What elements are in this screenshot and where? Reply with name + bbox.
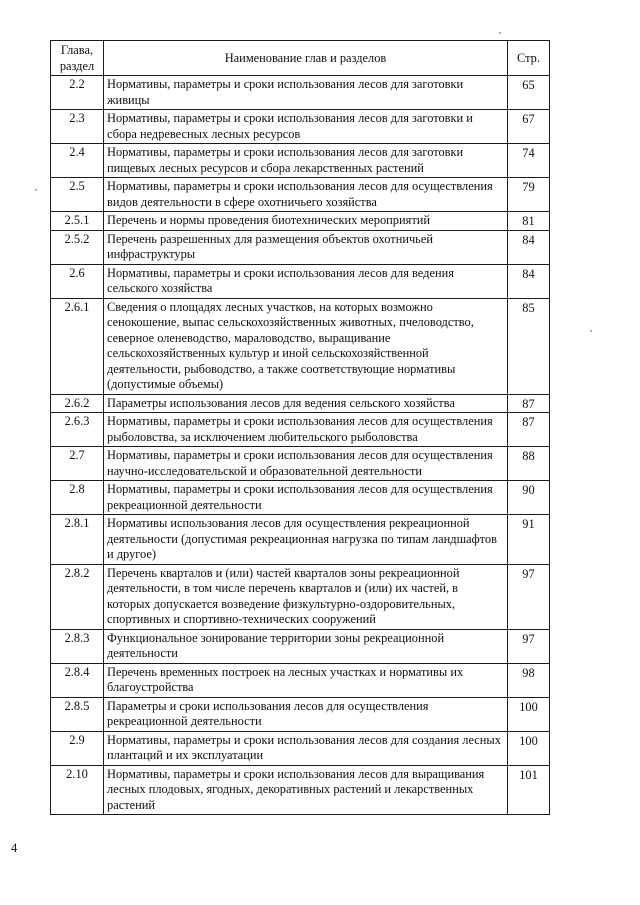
section-title: Нормативы, параметры и сроки использования лесов для заготовки и сбора недревесных лесных ресурсов [104, 110, 508, 144]
table-row [51, 144, 550, 178]
table-row [51, 629, 550, 663]
section-title: Параметры использования лесов для ведения сельского хозяйства [104, 394, 508, 413]
contents-table-body [51, 76, 550, 815]
table-row [51, 447, 550, 481]
section-title: Перечень кварталов и (или) частей кварталов зоны рекреационной деятельности, в том числе перечень кварталов и (или) их частей, в которых допускается возведение физкультурно-оздоровительных, спортивных и спортивно-технических сооружений [104, 564, 508, 629]
section-page: 97 [508, 564, 550, 629]
section-title: Нормативы, параметры и сроки использования лесов для заготовки пищевых лесных ресурсов и сбора лекарственных растений [104, 144, 508, 178]
section-number: 2.6.2 [51, 394, 104, 413]
section-number: 2.3 [51, 110, 104, 144]
section-page: 101 [508, 765, 550, 815]
section-number: 2.4 [51, 144, 104, 178]
table-row [51, 564, 550, 629]
section-number: 2.2 [51, 76, 104, 110]
section-number: 2.5 [51, 178, 104, 212]
section-number: 2.8.2 [51, 564, 104, 629]
section-page: 88 [508, 447, 550, 481]
scan-speck [499, 32, 501, 34]
section-number: 2.8.3 [51, 629, 104, 663]
section-number: 2.6.3 [51, 413, 104, 447]
table-row [51, 212, 550, 231]
table-row [51, 76, 550, 110]
section-page: 91 [508, 515, 550, 565]
section-title: Перечень временных построек на лесных участках и нормативы их благоустройства [104, 663, 508, 697]
section-title: Нормативы, параметры и сроки использования лесов для заготовки живицы [104, 76, 508, 110]
scan-speck [590, 330, 592, 332]
table-row [51, 413, 550, 447]
section-number: 2.5.1 [51, 212, 104, 231]
section-page: 85 [508, 298, 550, 394]
scan-speck [35, 189, 37, 191]
table-row [51, 481, 550, 515]
section-title: Нормативы, параметры и сроки использования лесов для выращивания лесных плодовых, ягодных, декоративных растений и лекарственных растений [104, 765, 508, 815]
section-number: 2.9 [51, 731, 104, 765]
section-title: Нормативы, параметры и сроки использования лесов для ведения сельского хозяйства [104, 264, 508, 298]
table-row [51, 230, 550, 264]
section-number: 2.8.5 [51, 697, 104, 731]
section-page: 98 [508, 663, 550, 697]
section-title: Нормативы, параметры и сроки использования лесов для осуществления рекреационной деятельности [104, 481, 508, 515]
section-page: 100 [508, 697, 550, 731]
section-title: Нормативы использования лесов для осуществления рекреационной деятельности (допустимая рекреационная нагрузка по типам ландшафтов и другое) [104, 515, 508, 565]
section-number: 2.6.1 [51, 298, 104, 394]
header-page: Стр. [508, 41, 550, 76]
section-number: 2.8.4 [51, 663, 104, 697]
contents-table [50, 40, 550, 815]
header-chapter: Глава, раздел [51, 41, 104, 76]
section-page: 87 [508, 394, 550, 413]
page-number: 4 [11, 841, 18, 855]
section-page: 74 [508, 144, 550, 178]
contents-table-header [51, 41, 550, 76]
section-number: 2.8.1 [51, 515, 104, 565]
table-row [51, 697, 550, 731]
section-title: Нормативы, параметры и сроки использования лесов для осуществления научно-исследовательской и образовательной деятельности [104, 447, 508, 481]
table-row [51, 110, 550, 144]
section-title: Нормативы, параметры и сроки использования лесов для осуществления рыболовства, за исключением любительского рыболовства [104, 413, 508, 447]
section-title: Параметры и сроки использования лесов для осуществления рекреационной деятельности [104, 697, 508, 731]
section-page: 81 [508, 212, 550, 231]
section-title: Нормативы, параметры и сроки использования лесов для создания лесных плантаций и их эксплуатации [104, 731, 508, 765]
section-page: 87 [508, 413, 550, 447]
table-row [51, 394, 550, 413]
table-row [51, 178, 550, 212]
section-title: Перечень и нормы проведения биотехнических мероприятий [104, 212, 508, 231]
section-page: 65 [508, 76, 550, 110]
table-row [51, 663, 550, 697]
table-row [51, 264, 550, 298]
section-page: 100 [508, 731, 550, 765]
section-title: Перечень разрешенных для размещения объектов охотничьей инфраструктуры [104, 230, 508, 264]
section-title: Функциональное зонирование территории зоны рекреационной деятельности [104, 629, 508, 663]
section-number: 2.6 [51, 264, 104, 298]
header-title: Наименование глав и разделов [104, 41, 508, 76]
table-row [51, 731, 550, 765]
section-number: 2.10 [51, 765, 104, 815]
section-page: 97 [508, 629, 550, 663]
section-page: 90 [508, 481, 550, 515]
table-row [51, 765, 550, 815]
header-row [51, 41, 550, 76]
section-page: 79 [508, 178, 550, 212]
section-page: 84 [508, 264, 550, 298]
section-number: 2.7 [51, 447, 104, 481]
section-number: 2.8 [51, 481, 104, 515]
table-row [51, 515, 550, 565]
table-row [51, 298, 550, 394]
section-title: Сведения о площадях лесных участков, на которых возможно сенокошение, выпас сельскохозяйственных животных, пчеловодство, северное оленеводство, мараловодство, выращивание сельскохозяйственных культур и иной сельскохозяйственной деятельности, рыбоводство, а также соответствующие нормативы (допустимые объемы) [104, 298, 508, 394]
section-title: Нормативы, параметры и сроки использования лесов для осуществления видов деятельности в сфере охотничьего хозяйства [104, 178, 508, 212]
section-page: 67 [508, 110, 550, 144]
section-page: 84 [508, 230, 550, 264]
section-number: 2.5.2 [51, 230, 104, 264]
